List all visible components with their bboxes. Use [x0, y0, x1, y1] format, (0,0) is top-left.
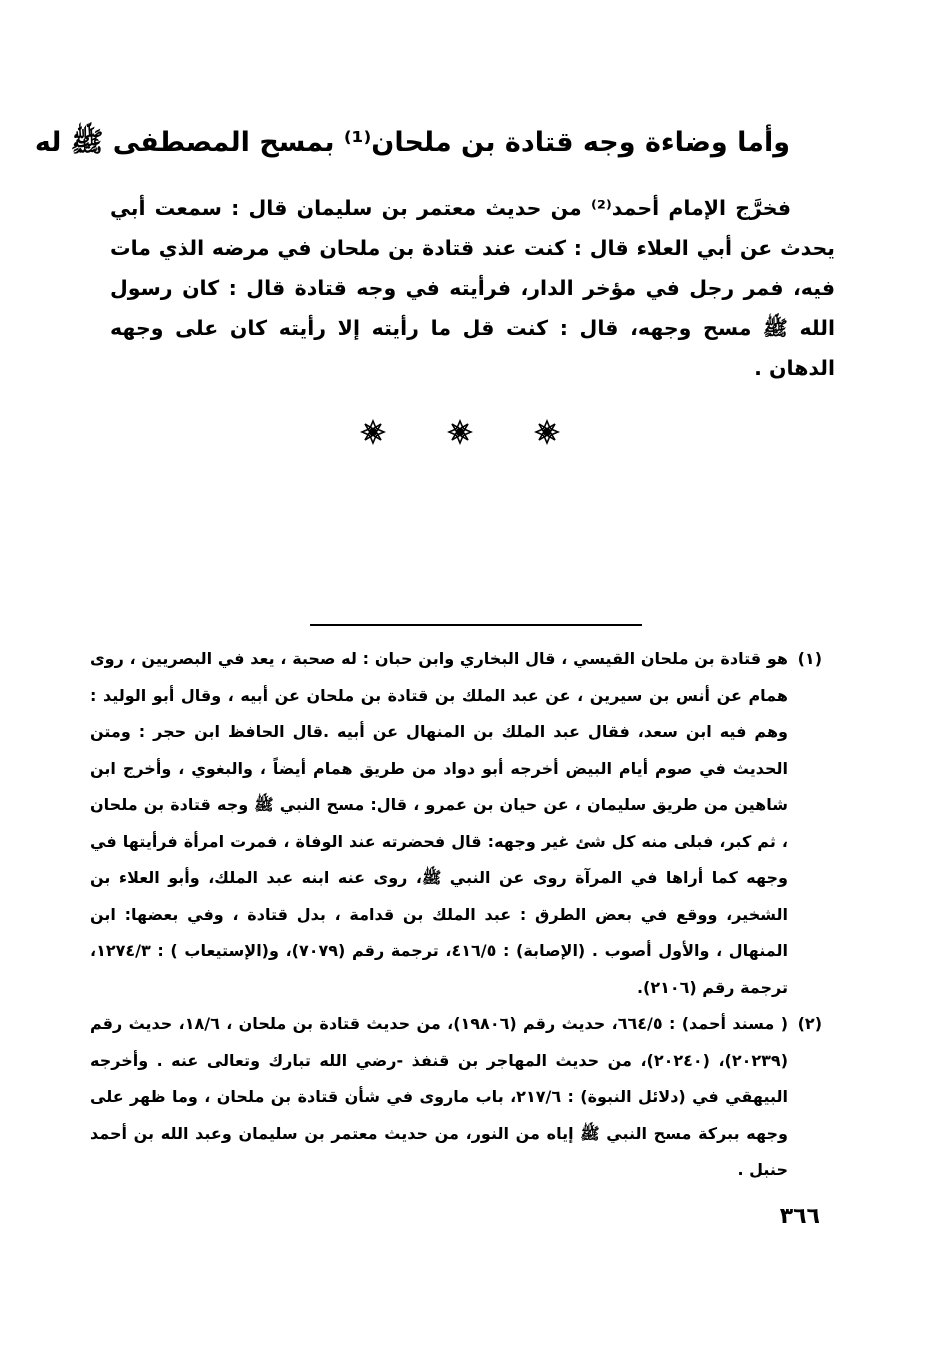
footnote-number: (١)	[797, 649, 822, 668]
floral-rosette-icon	[360, 419, 386, 445]
footnote-number: (٢)	[797, 1014, 822, 1033]
floral-rosette-icon	[447, 419, 473, 445]
footnote-text: هو قتادة بن ملحان القيسي ، قال البخاري وابن حبان : له صحبة ، يعد في البصريين ، روى همام عن أنس بن سيرين ، عن عبد الملك بن قتادة بن ملحان عن أبيه ، وقال أبو الوليد : وهم فيه ابن سعد، فقال عبد الملك بن المنهال عن أبيه .قال الحافظ ابن حجر : ومتن الحديث في صوم أيام البيض أخرجه أبو دواد من طريق همام أيضاً ، والبغوي ، وأخرج ابن شاهين من طريق سليمان ، عن حيان بن عمرو ، قال: مسح النبي ﷺ وجه قتادة بن ملحان ، ثم كبر، فبلى منه كل شئ غير وجهه: قال فحضرته عند الوفاة ، فمرت امرأة فرأيتها في وجهه كما أراها في المرآة روى عن النبي ﷺ، روى عنه ابنه عبد الملك، وأبو العلاء بن الشخير، ووقع في بعض الطرق : عبد الملك بن قدامة ، بدل قتادة ، وفي بعضها: ابن المنهال ، والأول أصوب . (الإصابة) : ٤١٦/٥، ترجمة رقم (٧٠٧٩)، و(الإستيعاب ) : ١٢٧٤/٣، ترجمة رقم (٢١٠٦).	[90, 649, 788, 997]
footnote-separator	[310, 624, 642, 626]
section-divider-ornaments	[360, 412, 560, 452]
floral-rosette-icon	[534, 419, 560, 445]
footnote-1	[90, 641, 822, 1006]
footnote-text: ( مسند أحمد) : ٦٦٤/٥، حديث رقم (١٩٨٠٦)، من حديث قتادة بن ملحان ، ١٨/٦، حديث رقم (٢٠٢٣٩)، (٢٠٢٤٠)، من حديث المهاجر بن قنفذ -رضي الله تبارك وتعالى عنه . وأخرجه البيهقي في (دلائل النبوة) : ٢١٧/٦، باب ماروى في شأن قتادة بن ملحان ، وما ظهر على وجهه ببركة مسح النبي ﷺ إياه من النور، من حديث معتمر بن سليمان وعبد الله بن أحمد حنبل .	[90, 1014, 788, 1179]
footnotes	[90, 641, 822, 1189]
chapter-heading: وأما وضاءة وجه قتادة بن ملحان⁽¹⁾ بمسح المصطفى ﷺ له	[34, 127, 790, 158]
footnote-2	[90, 1006, 822, 1189]
page-number: ٣٦٦	[779, 1204, 820, 1229]
main-paragraph: فخرَّج الإمام أحمد⁽²⁾ من حديث معتمر بن سليمان قال : سمعت أبي يحدث عن أبي العلاء قال : كنت عند قتادة بن ملحان في مرضه الذي مات فيه، فمر رجل في مؤخر الدار، فرأيته في وجه قتادة قال : كان رسول الله ﷺ مسح وجهه، قال : كنت قل ما رأيته إلا رأيته كان على وجهه الدهان .	[110, 196, 835, 380]
main-text	[110, 188, 835, 388]
